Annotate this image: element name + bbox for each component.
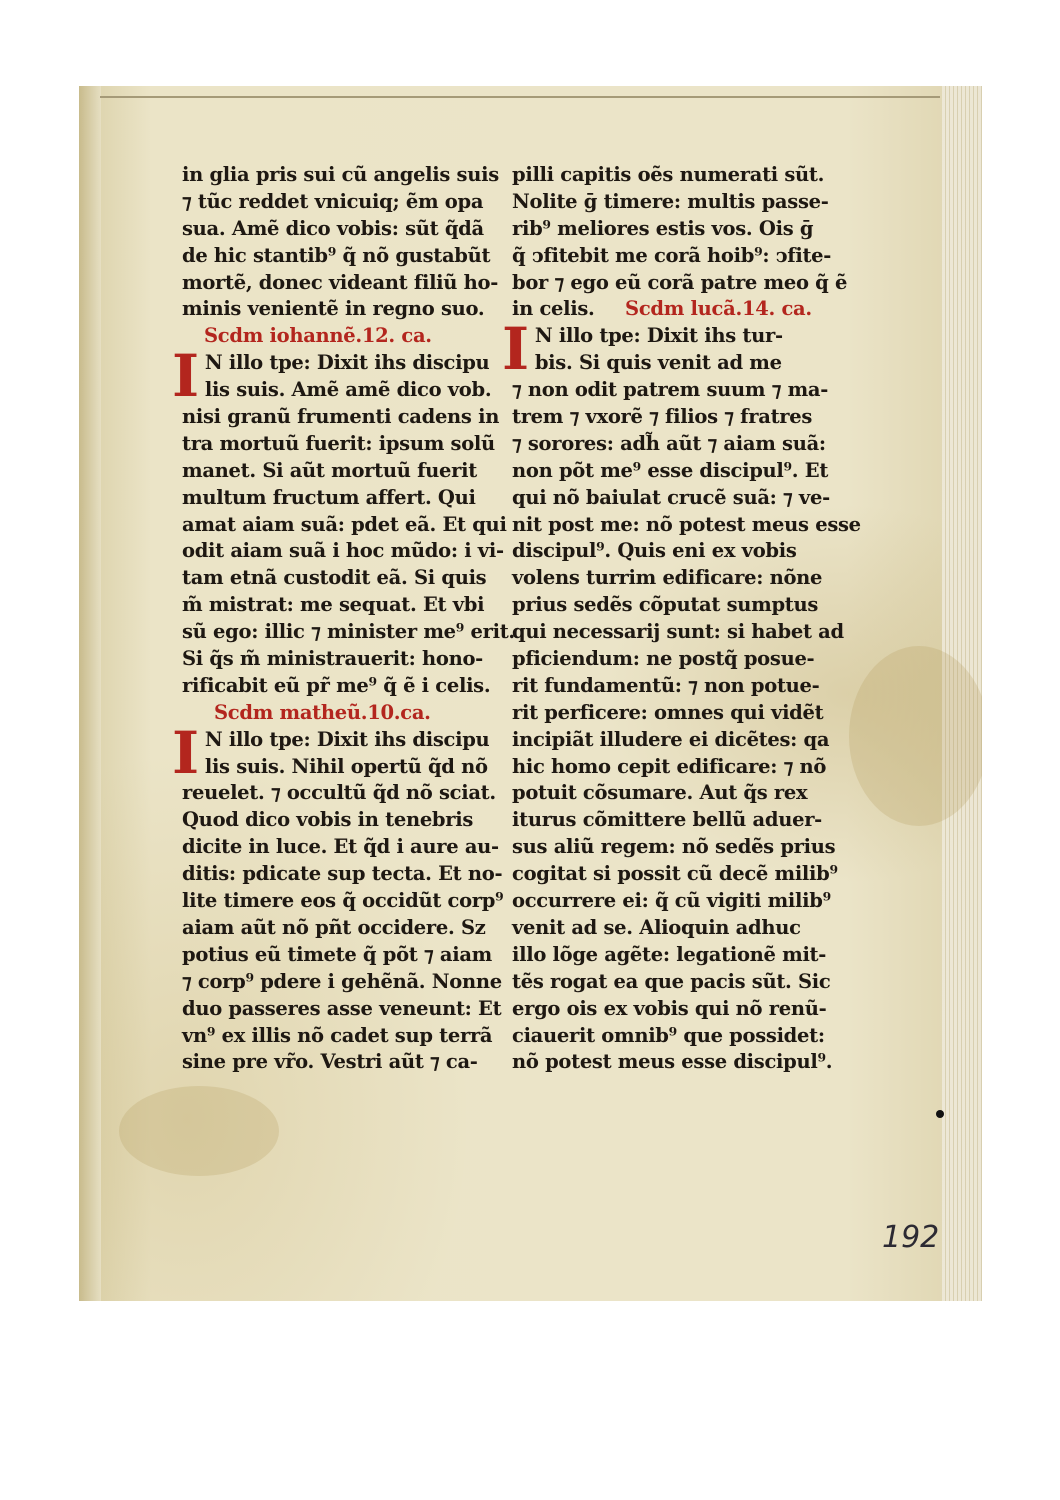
text-line: aiam aũt nõ pñt occidere. Sz — [182, 915, 486, 939]
text-line: sũ ego: illic ⁊ minister me⁹ erit. — [182, 620, 515, 644]
rubric-heading: Scdm matheũ.10.ca. — [214, 700, 431, 724]
text-line: pilli capitis oẽs numerati sũt. — [512, 163, 825, 186]
text-fragment: in celis. — [512, 297, 595, 321]
text-line: mortẽ, donec videant filiũ ho- — [182, 270, 499, 294]
text-line: multum fructum affert. Qui — [182, 485, 476, 509]
water-stain — [849, 646, 982, 826]
text-line: duo passeres asse veneunt: Et — [182, 996, 502, 1020]
text-line: tam etnã custodit eã. Si quis — [182, 566, 487, 590]
text-line: prius sedẽs cõputat sumptus — [512, 593, 819, 617]
text-line: N illo tpe: Dixit ihs tur- — [534, 324, 783, 348]
text-line: bor ⁊ ego eũ corã patre meo q̃ ẽ — [512, 270, 848, 294]
text-line: non põt me⁹ esse discipul⁹. Et — [512, 458, 829, 482]
text-line: rit fundamentũ: ⁊ non potue- — [512, 673, 820, 697]
water-stain — [119, 1086, 279, 1176]
text-line: rib⁹ meliores estis vos. Ois ḡ — [512, 216, 814, 240]
text-line: nõ potest meus esse discipul⁹. — [512, 1050, 833, 1074]
text-line: volens turrim edificare: nõne — [512, 566, 823, 590]
text-line: occurrere ei: q̃ cũ vigiti milib⁹ — [512, 889, 831, 913]
text-line: ergo ois ex vobis qui nõ renũ- — [512, 996, 827, 1020]
text-line: potius eũ timete q̃ põt ⁊ aiam — [182, 942, 492, 966]
binding-edge — [79, 86, 101, 1301]
text-line: incipiãt illudere ei dicẽtes: qa — [512, 727, 830, 751]
text-line: cogitat si possit cũ decẽ milib⁹ — [512, 862, 838, 886]
text-line: sus aliũ regem: nõ sedẽs prius — [512, 835, 836, 859]
text-line: hic homo cepit edificare: ⁊ nõ — [512, 754, 827, 778]
text-line: Quod dico vobis in tenebris — [182, 808, 474, 832]
text-line: bis. Si quis venit ad me — [534, 351, 782, 375]
rubric-heading: Scdm iohannẽ.12. ca. — [204, 324, 432, 348]
rubric-heading: Scdm lucã.14. ca. — [625, 297, 812, 321]
text-line: tra mortuũ fuerit: ipsum solũ — [182, 431, 495, 455]
text-line-with-rubric — [512, 296, 832, 323]
text-line: lis suis. Amẽ amẽ dico vob. — [204, 378, 492, 402]
text-line: odit aiam suã i hoc mũdo: i vi- — [182, 539, 504, 563]
text-line: venit ad se. Alioquin adhuc — [512, 915, 801, 939]
text-line: qui nõ baiulat crucẽ suã: ⁊ ve- — [512, 485, 830, 509]
left-column — [172, 162, 515, 1076]
text-line: illo lõge agẽte: legationẽ mit- — [512, 942, 827, 966]
text-line: minis venientẽ in regno suo. — [182, 297, 485, 321]
text-line: ⁊ sorores: adh̃ aũt ⁊ aiam suã: — [512, 431, 826, 455]
text-line: nisi granũ frumenti cadens in — [182, 405, 500, 429]
text-line: ⁊ non odit patrem suum ⁊ ma- — [512, 378, 829, 402]
text-line: vn⁹ ex illis nõ cadet sup terrã — [182, 1023, 493, 1047]
text-line: reuelet. ⁊ occultũ q̃d nõ sciat. — [182, 781, 496, 805]
text-line: lite timere eos q̃ occidũt corp⁹ — [182, 889, 504, 913]
text-line: Nolite ḡ timere: multis passe- — [512, 189, 829, 213]
text-line: sine pre vr̃o. Vestri aũt ⁊ ca- — [182, 1050, 478, 1074]
text-line: m̃ mistrat: me sequat. Et vbi — [182, 593, 485, 617]
text-line: amat aiam suã: pdet eã. Et qui — [182, 512, 507, 536]
text-line: ciauerit omnib⁹ que possidet: — [512, 1023, 825, 1047]
text-line: ⁊ corp⁹ pdere i gehẽnã. Nonne — [182, 969, 502, 993]
text-line: de hic stantib⁹ q̃ nõ gustabũt — [182, 243, 491, 267]
text-line: tẽs rogat ea que pacis sũt. Sic — [512, 969, 831, 993]
text-line: N illo tpe: Dixit ihs discipu — [204, 351, 490, 375]
text-line: lis suis. Nihil opertũ q̃d nõ — [204, 754, 488, 778]
text-line: rit perficere: omnes qui vidẽt — [512, 700, 824, 724]
text-line: manet. Si aũt mortuũ fuerit — [182, 458, 477, 482]
text-line: ditis: pdicate sup tecta. Et no- — [182, 862, 503, 886]
text-line: trem ⁊ vxorẽ ⁊ filios ⁊ fratres — [512, 405, 813, 429]
ink-dot — [936, 1110, 944, 1118]
text-line: nit post me: nõ potest meus esse — [512, 512, 861, 536]
text-line: q̃ ↄfitebit me corã hoib⁹: ↄfite- — [512, 243, 832, 267]
text-line: rificabit eũ pr̃ me⁹ q̃ ẽ i celis. — [182, 673, 491, 697]
red-initial: I — [172, 718, 199, 787]
text-line: Si q̃s m̃ ministrauerit: hono- — [182, 647, 483, 671]
text-line: discipul⁹. Quis eni ex vobis — [512, 539, 797, 563]
text-line: pficiendum: ne postq̃ posue- — [512, 647, 815, 671]
red-initial: I — [172, 342, 199, 411]
text-line: iturus cõmittere bellũ aduer- — [512, 808, 822, 832]
text-line: in glia pris sui cũ angelis suis — [182, 163, 499, 186]
top-rule — [100, 96, 940, 98]
page-number: 192 — [882, 1220, 940, 1255]
right-column — [502, 162, 861, 1076]
text-line: dicite in luce. Et q̃d i aure au- — [182, 835, 499, 859]
text-line: N illo tpe: Dixit ihs discipu — [204, 727, 490, 751]
text-line: qui necessarij sunt: si habet ad — [512, 620, 844, 644]
text-line: ⁊ tũc reddet vnicuiq; ẽm opa — [182, 189, 484, 213]
red-initial: I — [502, 315, 529, 384]
text-line: sua. Amẽ dico vobis: sũt q̃dã — [182, 216, 484, 240]
text-line: potuit cõsumare. Aut q̃s rex — [512, 781, 808, 805]
